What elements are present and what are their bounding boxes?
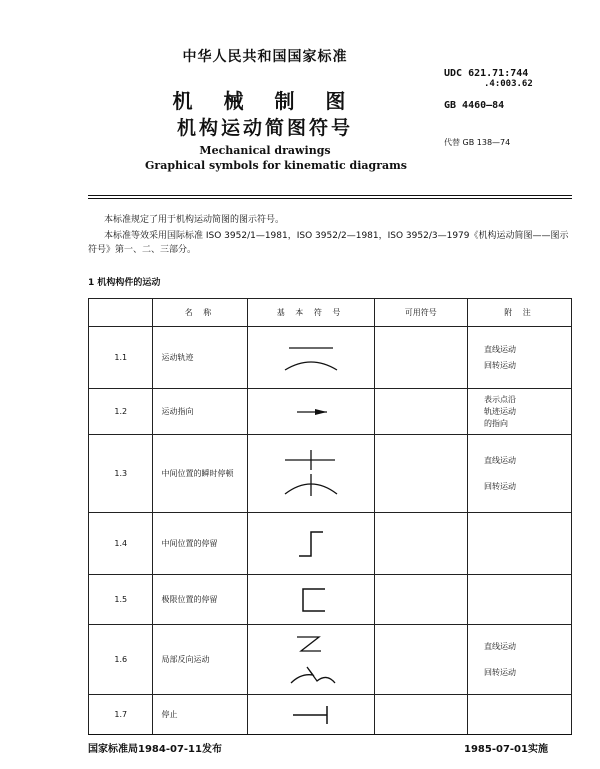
header-number bbox=[89, 299, 153, 327]
row-name: 极限位置的停留 bbox=[153, 575, 247, 625]
table-row bbox=[89, 435, 572, 513]
row-note bbox=[468, 389, 572, 435]
row-name: 局部反向运动 bbox=[153, 625, 247, 695]
title-cn-sub: 机构运动简图符号 bbox=[176, 117, 353, 139]
table-header-row bbox=[89, 299, 572, 327]
motion-direction-symbol bbox=[271, 402, 351, 422]
note-line: 回转运动 bbox=[484, 360, 516, 370]
row-note bbox=[468, 575, 572, 625]
motion-trajectory-symbol bbox=[271, 338, 351, 378]
intro-paragraph-2: 本标准等效采用国际标准 ISO 3952/1—1981，ISO 3952/2—1981，ISO 3952/3—1979《机构运动简图——图示符号》第一、二、三部分。 bbox=[88, 231, 569, 255]
symbol-cell bbox=[247, 389, 374, 435]
alt-symbol-cell bbox=[374, 575, 467, 625]
row-name: 中间位置的瞬时停顿 bbox=[153, 435, 247, 513]
alt-symbol-cell bbox=[374, 389, 467, 435]
row-number: 1.1 bbox=[89, 327, 153, 389]
row-number: 1.4 bbox=[89, 513, 153, 575]
note-line: 的指向 bbox=[484, 418, 508, 428]
row-note bbox=[468, 695, 572, 735]
title-cn-main: 机 械 制 图 bbox=[172, 89, 358, 113]
note-line: 轨迹运动 bbox=[484, 406, 516, 416]
table-row bbox=[89, 513, 572, 575]
note-line: 直线运动 bbox=[484, 455, 516, 465]
note-line bbox=[484, 653, 571, 667]
table-row bbox=[89, 327, 572, 389]
header-divider-thin bbox=[88, 198, 572, 199]
header-divider bbox=[88, 195, 572, 196]
note-line: 直线运动 bbox=[484, 641, 516, 651]
stop-symbol bbox=[271, 703, 351, 727]
title-en-main: Mechanical drawings bbox=[199, 144, 331, 157]
row-name: 停止 bbox=[153, 695, 247, 735]
local-reverse-motion-symbol bbox=[271, 631, 351, 689]
table-row bbox=[89, 625, 572, 695]
table-row bbox=[89, 575, 572, 625]
row-name: 运动指向 bbox=[153, 389, 247, 435]
gb-number: GB 4460—84 bbox=[444, 100, 505, 111]
effective-date: 1985-07-01实施 bbox=[464, 744, 548, 755]
row-note bbox=[468, 435, 572, 513]
note-line bbox=[484, 467, 571, 481]
row-note bbox=[468, 327, 572, 389]
intro-paragraph-1: 本标准规定了用于机构运动简图的图示符号。 bbox=[104, 215, 285, 225]
issue-date: 国家标准局1984-07-11发布 bbox=[88, 744, 222, 755]
header-basic-symbol: 基 本 符 号 bbox=[247, 299, 374, 327]
alt-symbol-cell bbox=[374, 625, 467, 695]
row-number: 1.3 bbox=[89, 435, 153, 513]
row-number: 1.2 bbox=[89, 389, 153, 435]
symbol-cell bbox=[247, 625, 374, 695]
title-en-sub: Graphical symbols for kinematic diagrams bbox=[145, 159, 407, 172]
row-name: 运动轨迹 bbox=[153, 327, 247, 389]
limit-dwell-symbol bbox=[271, 585, 351, 615]
alt-symbol-cell bbox=[374, 435, 467, 513]
note-line: 回转运动 bbox=[484, 667, 516, 677]
symbol-cell bbox=[247, 695, 374, 735]
alt-symbol-cell bbox=[374, 695, 467, 735]
header-alt-symbol: 可用符号 bbox=[374, 299, 467, 327]
udc-code-cont: .4:003.62 bbox=[484, 79, 533, 89]
row-note bbox=[468, 625, 572, 695]
symbol-table bbox=[88, 298, 572, 735]
header-note: 附 注 bbox=[468, 299, 572, 327]
row-note bbox=[468, 513, 572, 575]
footer-divider bbox=[88, 734, 572, 735]
header-name: 名 称 bbox=[153, 299, 247, 327]
issuing-country-standard: 中华人民共和国国家标准 bbox=[182, 49, 348, 65]
alt-symbol-cell bbox=[374, 513, 467, 575]
note-line: 回转运动 bbox=[484, 481, 516, 491]
alt-symbol-cell bbox=[374, 327, 467, 389]
table-row bbox=[89, 389, 572, 435]
symbol-cell bbox=[247, 327, 374, 389]
table-row bbox=[89, 695, 572, 735]
row-number: 1.5 bbox=[89, 575, 153, 625]
symbol-cell bbox=[247, 575, 374, 625]
row-number: 1.7 bbox=[89, 695, 153, 735]
note-line: 表示点沿 bbox=[484, 394, 516, 404]
row-number: 1.6 bbox=[89, 625, 153, 695]
section-title: 1 机构构件的运动 bbox=[88, 278, 161, 288]
row-name: 中间位置的停留 bbox=[153, 513, 247, 575]
symbol-cell bbox=[247, 435, 374, 513]
momentary-pause-symbol bbox=[271, 444, 351, 504]
intermediate-dwell-symbol bbox=[271, 526, 351, 562]
note-line: 直线运动 bbox=[484, 344, 516, 354]
replaces-standard: 代替 GB 138—74 bbox=[444, 138, 511, 147]
symbol-cell bbox=[247, 513, 374, 575]
udc-code: UDC 621.71:744 bbox=[444, 68, 529, 79]
